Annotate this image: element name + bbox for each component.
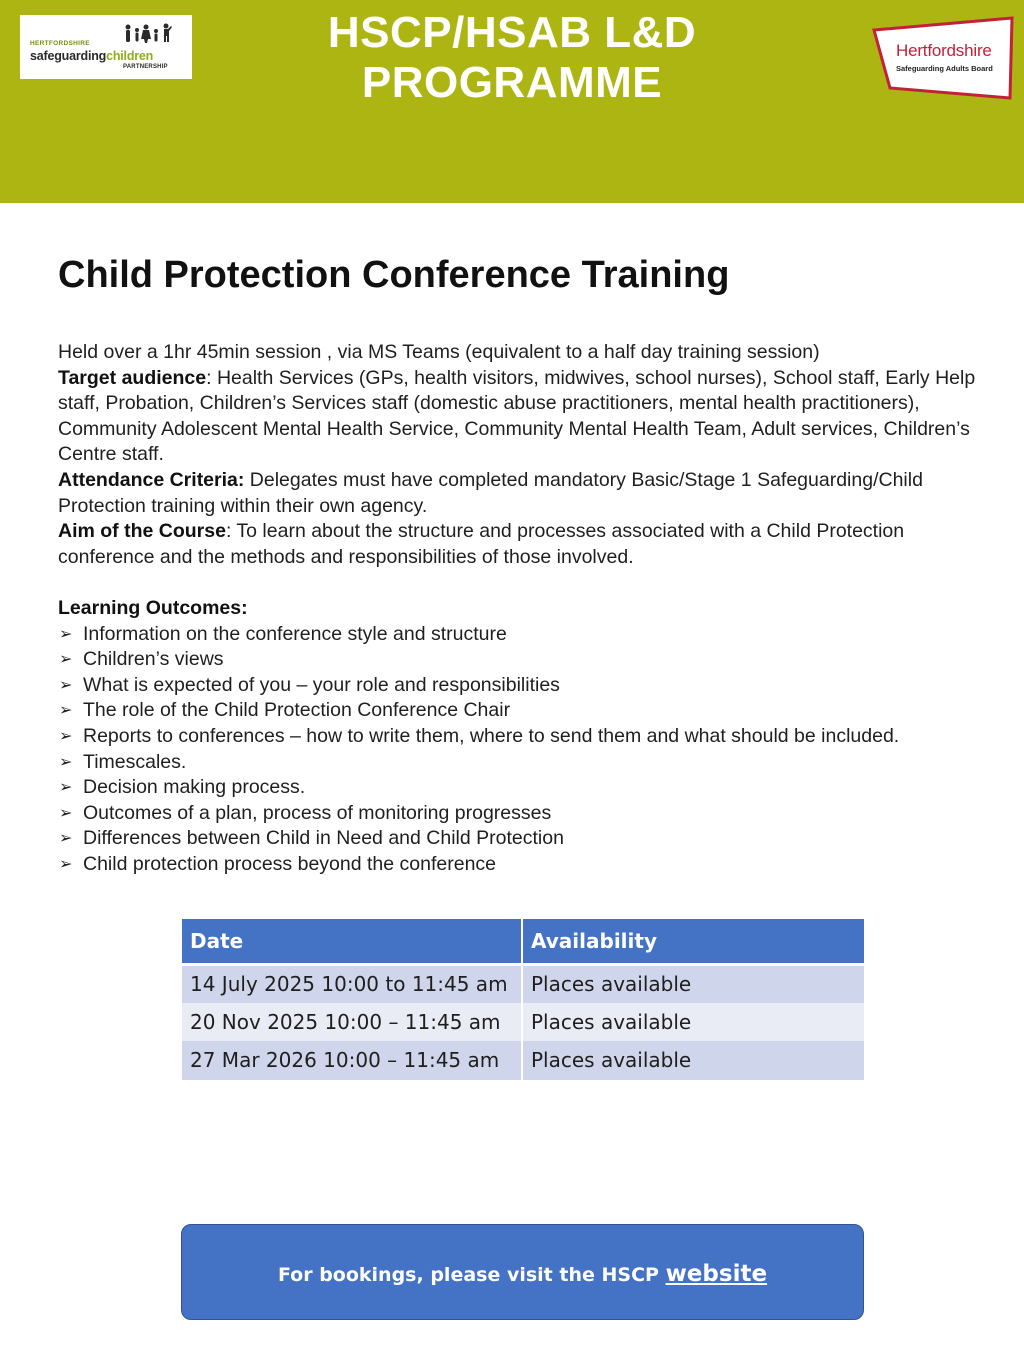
session-date: 14 July 2025 10:00 to 11:45 am: [182, 964, 522, 1003]
table-row: [182, 1041, 864, 1080]
arrow-bullet-icon: ➢: [59, 651, 73, 669]
arrow-bullet-icon: ➢: [59, 804, 73, 822]
table-row: [182, 1003, 864, 1042]
arrow-bullet-icon: ➢: [59, 702, 73, 720]
logo-right-sub: Safeguarding Adults Board: [896, 64, 993, 73]
logo-right-name: Hertfordshire: [896, 41, 992, 60]
list-item: [58, 775, 978, 801]
list-item: [58, 673, 978, 699]
course-aim-label: Aim of the Course: [58, 520, 226, 543]
course-aim-text: : To learn about the structure and processes associated with a Child Protection conference and the methods and responsibilities of those involved.: [58, 520, 905, 568]
list-item-text: Reports to conferences – how to write them, where to send them and what should be included.: [83, 724, 900, 747]
list-item-text: Information on the conference style and structure: [83, 622, 507, 645]
date-column-header: Date: [182, 919, 522, 964]
list-item: [58, 801, 978, 827]
session-info: Held over a 1hr 45min session , via MS Teams (equivalent to a half day training session): [58, 341, 820, 363]
list-item-text: Outcomes of a plan, process of monitoring progresses: [83, 801, 552, 824]
logo-left-name: [30, 49, 153, 63]
attendance-criteria: [58, 468, 978, 519]
availability-column-header: Availability: [522, 919, 864, 964]
session-date: 27 Mar 2026 10:00 – 11:45 am: [182, 1041, 522, 1080]
logo-left-county: HERTFORDSHIRE: [30, 40, 90, 47]
programme-title-line-2: PROGRAMME: [361, 58, 663, 107]
target-audience: [58, 366, 978, 468]
learning-outcomes-heading: [58, 596, 978, 622]
learning-outcomes-list: [58, 622, 978, 878]
list-item: [58, 647, 978, 673]
programme-title: [262, 8, 762, 108]
website-link[interactable]: website: [665, 1261, 768, 1287]
list-item: [58, 852, 978, 878]
list-item: [58, 724, 978, 750]
arrow-bullet-icon: ➢: [59, 676, 73, 694]
arrow-bullet-icon: ➢: [59, 855, 73, 873]
list-item-text: Decision making process.: [83, 776, 306, 799]
programme-title-line-1: HSCP/HSAB L&D: [327, 8, 697, 57]
session-availability: Places available: [522, 1041, 864, 1080]
table-row: [182, 964, 864, 1003]
booking-text: For bookings, please visit the HSCP: [277, 1264, 666, 1286]
spacer: [58, 570, 978, 596]
arrow-bullet-icon: ➢: [59, 625, 73, 643]
list-item-text: Child protection process beyond the conference: [83, 852, 497, 875]
list-item-text: Differences between Child in Need and Child Protection: [83, 827, 564, 850]
logo-left-name-dark: safeguarding: [30, 49, 107, 63]
learning-outcomes-heading-text: Learning Outcomes:: [58, 596, 248, 619]
page-title: Child Protection Conference Training: [58, 254, 730, 296]
arrow-bullet-icon: ➢: [59, 727, 73, 745]
list-item: [58, 698, 978, 724]
course-description: [58, 340, 978, 877]
list-item-text: The role of the Child Protection Conference Chair: [83, 699, 511, 722]
booking-line: [182, 1261, 863, 1287]
session-date: 20 Nov 2025 10:00 – 11:45 am: [182, 1003, 522, 1042]
target-audience-label: Target audience: [58, 366, 207, 389]
list-item: [58, 750, 978, 776]
logo-left-partnership: PARTNERSHIP: [123, 64, 168, 70]
booking-callout: [181, 1224, 864, 1320]
list-item: [58, 622, 978, 648]
attendance-criteria-text: Delegates must have completed mandatory Basic/Stage 1 Safeguarding/Child Protection training within their own agency.: [58, 468, 923, 517]
list-item-text: Timescales.: [83, 750, 187, 773]
logo-left-name-green: children: [106, 49, 154, 63]
arrow-bullet-icon: ➢: [59, 830, 73, 848]
safeguarding-children-partnership-logo: [20, 15, 192, 79]
attendance-criteria-label: Attendance Criteria:: [58, 468, 245, 491]
list-item-text: What is expected of you – your role and responsibilities: [83, 673, 560, 696]
arrow-bullet-icon: ➢: [59, 753, 73, 771]
course-aim: [58, 519, 978, 570]
list-item-text: Children’s views: [83, 648, 224, 671]
session-availability: Places available: [522, 1003, 864, 1042]
session-availability: Places available: [522, 964, 864, 1003]
safeguarding-adults-board-logo: [872, 16, 1014, 96]
list-item: [58, 826, 978, 852]
sessions-table: [182, 919, 864, 1080]
target-audience-text: : Health Services (GPs, health visitors, midwives, school nurses), School staff, Early Help staff, Probation, Children’s Services staff (domestic abuse practitioners, mental health practitioners), Community Adolescent Mental Health Service, Community Mental Health Team, Adult services, Children’s Centre staff.: [58, 366, 976, 466]
table-header-row: [182, 919, 864, 964]
family-figures-icon: [122, 22, 182, 46]
arrow-bullet-icon: ➢: [59, 779, 73, 797]
